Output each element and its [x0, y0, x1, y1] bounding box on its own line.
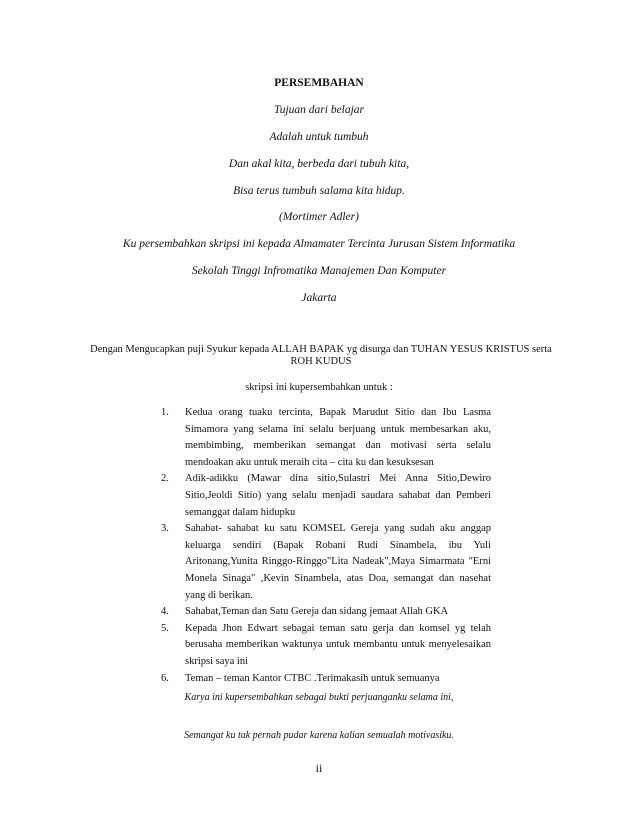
- page-heading: PERSEMBAHAN: [274, 77, 364, 89]
- quote-author: (Mortimer Adler): [279, 211, 359, 223]
- list-item-number: 3.: [161, 523, 169, 535]
- quote-line: Adalah untuk tumbuh: [269, 131, 369, 143]
- page-number: ii: [315, 761, 323, 775]
- dedication-list: [161, 405, 491, 687]
- list-item: [161, 471, 491, 521]
- list-item: [161, 405, 491, 471]
- intro-text: skripsi ini kupersembahkan untuk :: [245, 382, 393, 393]
- list-item-number: 1.: [161, 407, 169, 418]
- list-item: [161, 604, 491, 621]
- dedication-text: Dengan Mengucapkan puji Syukur kepada ALLAH BAPAK yg disurga dan TUHAN YESUS KRISTUS serta ROH KUDUS: [90, 344, 552, 367]
- institution-line: Jakarta: [301, 292, 337, 304]
- list-item-text: Sahabat- sahabat ku satu KOMSEL Gereja yang sudah aku anggap keluarga sendiri (Bapak Robani Rudi Sinambela, ibu Yuli Aritonang,Yunita Ringgo-Ringgo"Lita Nadeak",Maya Simarmata "Erni Monela Sinaga" ,Kevin Sinambela, atas Doa, semangat dan nasehat yang di berikan.: [185, 523, 491, 601]
- list-item-number: 4.: [161, 606, 169, 618]
- closing-line: Karya ini kupersembahkan sebagai bukti perjuanganku selama ini,: [184, 692, 454, 703]
- quote-line: Tujuan dari belajar: [273, 104, 365, 116]
- closing-line: Semangat ku tak pernah pudar karena kalian semualah motivasiku.: [184, 730, 454, 741]
- list-item-text: Teman – teman Kantor CTBC .Terimakasih untuk semuanya: [185, 672, 440, 684]
- list-item-number: 2.: [161, 473, 169, 485]
- quote-line: Bisa terus tumbuh salama kita hidup.: [233, 185, 405, 197]
- quote-line: Dan akal kita, berbeda dari tubuh kita,: [228, 158, 410, 170]
- institution-line: Ku persembahkan skripsi ini kepada Almamater Tercinta Jurusan Sistem Informatika: [122, 238, 516, 250]
- list-item: [161, 621, 491, 671]
- list-item-text: Kepada Jhon Edwart sebagai teman satu gerja dan komsel yg telah berusaha memberikan waktunya untuk membantu untuk menyelesaikan skripsi saya ini: [185, 622, 491, 667]
- list-item: [161, 671, 491, 688]
- list-item-number: 6.: [161, 672, 169, 684]
- list-item-text: Kedua orang tuaku tercinta, Bapak Marudut Sitio dan Ibu Lasma Simamora yang selama ini selalu berjuang untuk membesarkan aku, membimbing, memberikan semangat dan motivasi serta selalu mendoakan aku untuk meraih cita – cita ku dan kesuksesan: [185, 407, 491, 468]
- list-item-text: Sahabat,Teman dan Satu Gereja dan sidang jemaat Allah GKA: [185, 606, 449, 618]
- list-item-text: Adik-adikku (Mawar dina sitio,Sulastri Mei Anna Sitio,Dewiro Sitio,Jeoldi Sitio) yang selalu menjadi saudara sahabat dan Pemberi semanggat dalam hidupku: [185, 473, 491, 518]
- institution-line: Sekolah Tinggi Infromatika Manajemen Dan Komputer: [191, 265, 447, 277]
- list-item: [161, 521, 491, 604]
- list-item-number: 5.: [161, 622, 169, 634]
